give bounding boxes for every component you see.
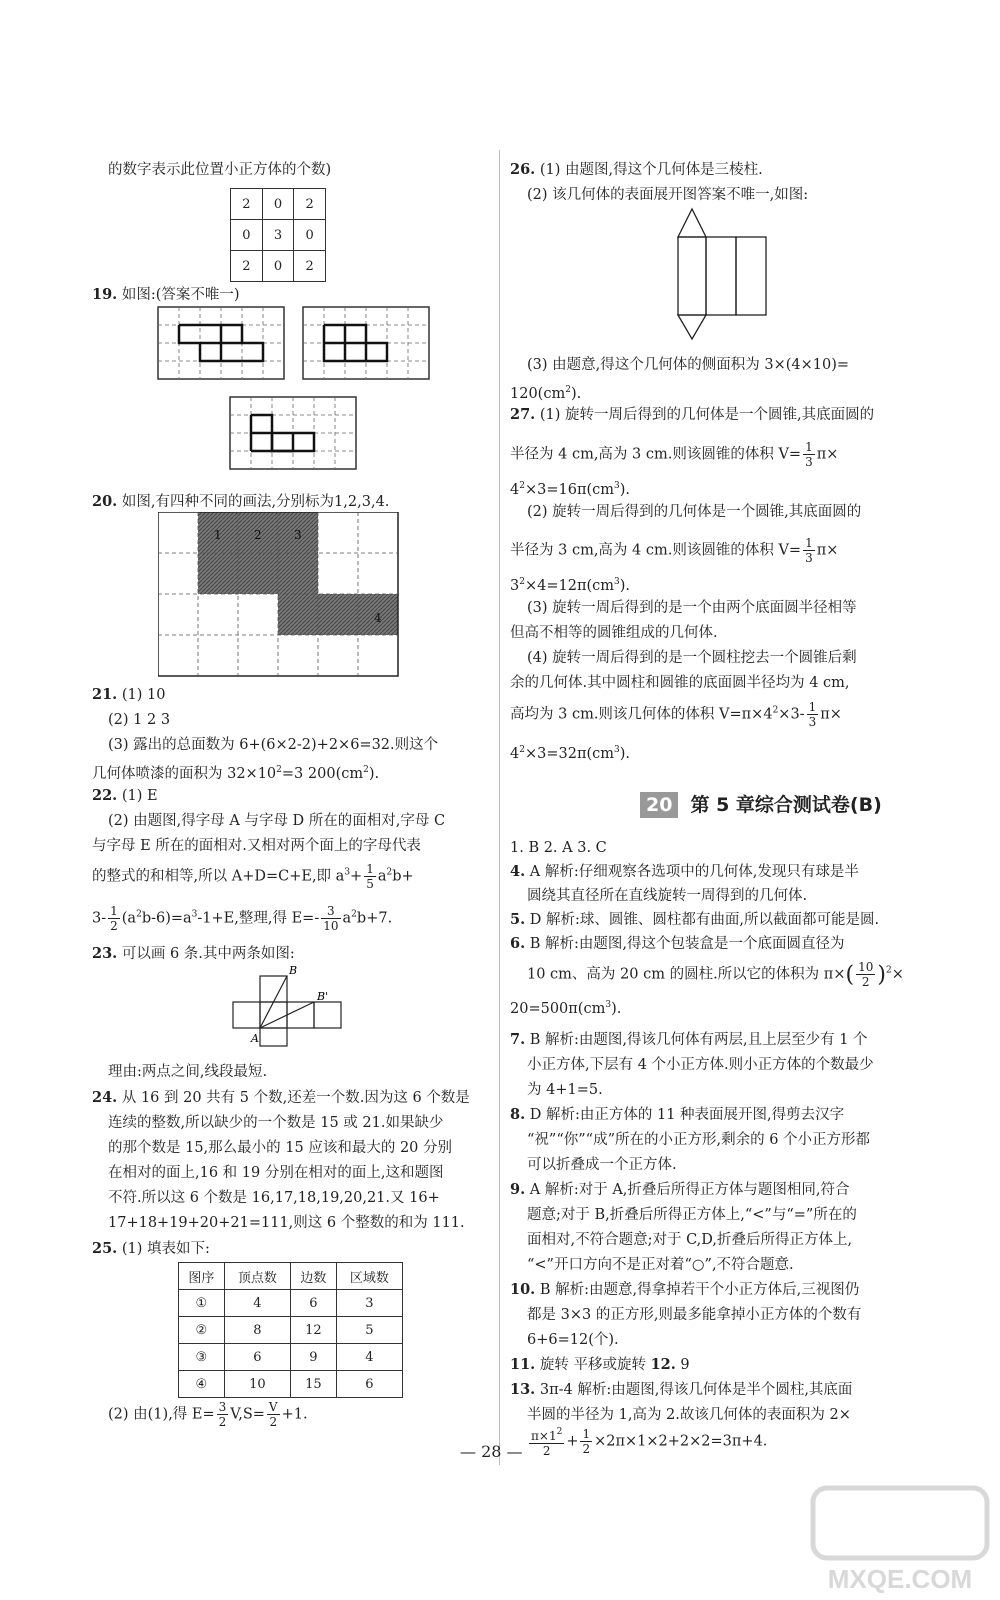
q19 <box>92 285 240 305</box>
table-cell: ③ <box>179 1344 225 1371</box>
answer-13-line2: 半圆的半径为 1,高为 2.故该几何体的表面积为 2× <box>527 1407 851 1423</box>
q19-text: 如图:(答案不唯一) <box>121 287 240 303</box>
table-cell: 10 <box>224 1371 290 1398</box>
answer-9-line4: “<”开口方向不是正对着“○”,不符合题意. <box>527 1257 794 1273</box>
q22-part2: (2) 由题图,得字母 A 与字母 D 所在的面相对,字母 C <box>108 813 446 829</box>
table-cell: 8 <box>224 1317 290 1344</box>
section-badge: 20 <box>640 792 678 818</box>
question-number: 20. <box>92 493 118 510</box>
q25: 25. (1) 填表如下: <box>92 1240 210 1257</box>
svg-text:MXQE.COM: MXQE.COM <box>827 1564 973 1594</box>
q27-b1: (2) 旋转一周后得到的几何体是一个圆锥,其底面圆的 <box>527 504 862 520</box>
q25-part2: (2) 由(1),得 E= $\frac{3}{2}$ V,S= $\frac{V}{2}$ +1. <box>108 1400 308 1429</box>
q23 <box>92 944 295 964</box>
answer-7-line3: 为 4+1=5. <box>527 1082 603 1098</box>
grid-row <box>231 251 326 282</box>
q26-part3: (3) 由题意,得这个几何体的侧面积为 3×(4×10)= <box>527 357 850 373</box>
table-header: 边数 <box>290 1263 336 1290</box>
section-title <box>640 790 882 818</box>
question-number: 24. <box>92 1089 118 1106</box>
question-number: 21. <box>92 686 118 703</box>
answer-7: 7. B 解析:由题图,得该几何体有两层,且上层至少有 1 个 <box>510 1031 868 1048</box>
table-row <box>179 1371 403 1398</box>
q24-line: 在相对的面上,16 和 19 分别在相对的面上,这和题图 <box>108 1165 444 1181</box>
q20-label-1: 1 <box>214 528 222 542</box>
grid-cell: 3 <box>262 220 294 251</box>
answer-6-line2: 10 cm、高为 20 cm 的圆柱.所以它的体积为 π×( $\frac{10}{2}$ )$^2$× <box>527 960 904 989</box>
q27-d1: (4) 旋转一周后得到的是一个圆柱挖去一个圆锥后剩 <box>527 650 857 666</box>
table-cell: 15 <box>290 1371 336 1398</box>
q22-part3: 与字母 E 所在的面相对.又相对两个面上的字母代表 <box>92 838 421 854</box>
table-row <box>179 1290 403 1317</box>
table-cell: 6 <box>290 1290 336 1317</box>
q27-c2: 但高不相等的圆锥组成的几何体. <box>510 625 718 641</box>
q23-label-a: A <box>251 1032 259 1045</box>
q23-text: 可以画 6 条.其中两条如图: <box>121 946 295 962</box>
q23-label-bprime: B' <box>317 990 329 1003</box>
q27: 27. (1) 旋转一周后得到的几何体是一个圆锥,其底面圆的 <box>510 406 875 423</box>
section-title-text: 第 5 章综合测试卷(B) <box>690 794 882 816</box>
q19-figures <box>150 305 450 495</box>
q20-label-3: 3 <box>294 528 302 542</box>
question-number: 25. <box>92 1240 118 1257</box>
grid-cell: 0 <box>294 220 326 251</box>
answer-6-line3: $20=500\pi(cm^3)$. <box>510 1000 622 1017</box>
question-number: 26. <box>510 161 536 178</box>
q20-label-2: 2 <box>254 528 262 542</box>
answer-9-line3: 面相对,不符合题意;对于 C,D,折叠后所得正方体上, <box>527 1232 853 1248</box>
answer-10-line3: 6+6=12(个). <box>527 1332 619 1348</box>
q22-part4: 的整式的和相等,所以 A+D=C+E,即 $a^3+$ $\frac{1}{5}$ $a^2b+$ <box>92 862 414 891</box>
answer-8: 8. D 解析:由正方体的 11 种表面展开图,得剪去汉字 <box>510 1106 845 1123</box>
answer-8-line2: “祝”“你”“成”所在的小正方形,剩余的 6 个小正方形都 <box>527 1132 871 1148</box>
q27-b2: 半径为 3 cm,高为 4 cm.则该圆锥的体积 V= $\frac{1}{3}$ π× <box>510 536 839 565</box>
q25-table <box>178 1262 403 1398</box>
table-cell: 5 <box>336 1317 402 1344</box>
q26-net-figure <box>668 203 778 343</box>
q19-figure-3 <box>230 397 356 469</box>
answer-4-line2: 圆绕其直径所在直线旋转一周得到的几何体. <box>527 888 808 904</box>
grid-cell: 2 <box>294 251 326 282</box>
grid-row <box>231 189 326 220</box>
table-cell: 9 <box>290 1344 336 1371</box>
table-header: 图序 <box>179 1263 225 1290</box>
q21-part4: 几何体喷漆的面积为 $32\times 10^2=3$ $200(cm^2)$. <box>92 765 380 782</box>
answer-10: 10. B 解析:由题意,得拿掉若干个小正方体后,三视图仍 <box>510 1281 860 1298</box>
table-row <box>179 1344 403 1371</box>
answer-5: 5. D 解析:球、圆锥、圆柱都有曲面,所以截面都可能是圆. <box>510 911 880 928</box>
table-cell: ② <box>179 1317 225 1344</box>
answer-8-line3: 可以折叠成一个正方体. <box>527 1157 677 1173</box>
q22-part1: (1) E <box>121 788 158 804</box>
table-header: 区域数 <box>336 1263 402 1290</box>
q26-part4: $120(cm^2)$. <box>510 385 582 402</box>
q27-c1: (3) 旋转一周后得到的是一个由两个底面圆半径相等 <box>527 600 857 616</box>
table-cell: 4 <box>336 1344 402 1371</box>
q19-figure-1 <box>158 307 284 379</box>
q27-d4: $4^2\times 3=32\pi(cm^3)$. <box>510 745 631 762</box>
table-cell: 4 <box>224 1290 290 1317</box>
q27-d2: 余的几何体.其中圆柱和圆锥的底面圆半径均为 4 cm, <box>510 675 850 691</box>
q24: 24. 从 16 到 20 共有 5 个数,还差一个数.因为这 6 个数是 <box>92 1089 470 1106</box>
q18-intro: 的数字表示此位置小正方体的个数) <box>108 162 332 178</box>
grid-cell: 0 <box>262 251 294 282</box>
q26-part2: (2) 该几何体的表面展开图答案不唯一,如图: <box>527 187 809 203</box>
q27-a3: $4^2\times 3=16\pi(cm^3)$. <box>510 481 631 498</box>
table-row <box>179 1317 403 1344</box>
answer-1-3: 1. B 2. A 3. C <box>510 840 607 856</box>
answer-13-line3: $\frac{\pi\times 1^2}{2}$ + $\frac{1}{2}$ ×2π×1×2+2×2=3π+4. <box>531 1427 768 1458</box>
table-cell: ④ <box>179 1371 225 1398</box>
question-number: 23. <box>92 945 118 962</box>
q27-a2: 半径为 4 cm,高为 3 cm.则该圆锥的体积 V= $\frac{1}{3}$ π× <box>510 440 839 469</box>
q24-line: 的那个数是 15,那么最小的 15 应该和最大的 20 分别 <box>108 1140 453 1156</box>
grid-cell: 2 <box>231 189 263 220</box>
page-number: — 28 — <box>460 1442 523 1461</box>
watermark-logo <box>805 1480 995 1595</box>
column-divider <box>499 150 500 1465</box>
grid-row <box>231 220 326 251</box>
grid-cell: 2 <box>294 189 326 220</box>
q24-line: 不符.所以这 6 个数是 16,17,18,19,20,21.又 16+ <box>108 1190 440 1206</box>
q27-b3: $3^2\times 4=12\pi(cm^3)$. <box>510 577 631 594</box>
table-cell: 12 <box>290 1317 336 1344</box>
table-cell: 6 <box>224 1344 290 1371</box>
table-cell: 3 <box>336 1290 402 1317</box>
grid-cell: 0 <box>262 189 294 220</box>
table-header: 顶点数 <box>224 1263 290 1290</box>
table-cell: ① <box>179 1290 225 1317</box>
q22-part5: 3- $\frac{1}{2}$ $(a^2b-6)=a^3-1+E$,整理,得 E=- $\frac{3}{10}$ $a^2b+7$. <box>92 904 393 933</box>
answer-11-12: 11. 旋转 平移或旋转 12. 9 <box>510 1356 690 1373</box>
q24-line: 连续的整数,所以缺少的一个数是 15 或 21.如果缺少 <box>108 1115 444 1131</box>
q22 <box>92 786 158 806</box>
table-cell: 6 <box>336 1371 402 1398</box>
q20-text: 如图,有四种不同的画法,分别标为1,2,3,4. <box>121 494 390 510</box>
q19-figure-2 <box>303 307 429 379</box>
q23-figure <box>225 962 370 1050</box>
q20-figure <box>158 512 403 682</box>
q27-d3: 高均为 3 cm.则该几何体的体积 $V=\pi\times 4^2\times 3-$ $\frac{1}{3}$ π× <box>510 700 842 729</box>
grid-cell: 0 <box>231 220 263 251</box>
answer-9-line2: 题意;对于 B,折叠后所得正方体上,“<”与“=”所在的 <box>527 1207 857 1223</box>
answer-9: 9. A 解析:对于 A,折叠后所得正方体与题图相同,符合 <box>510 1181 850 1198</box>
answer-6: 6. B 解析:由题图,得这个包装盒是一个底面圆直径为 <box>510 935 845 952</box>
q21-part2: (2) 1 2 3 <box>108 712 171 728</box>
q21-part3: (3) 露出的总面数为 6+(6×2-2)+2×6=32.则这个 <box>108 737 439 753</box>
q26: 26. (1) 由题图,得这个几何体是三棱柱. <box>510 161 763 178</box>
question-number: 27. <box>510 406 536 423</box>
grid-cell: 2 <box>231 251 263 282</box>
q20-label-4: 4 <box>374 611 382 625</box>
q23-label-b: B <box>289 964 298 977</box>
answer-4: 4. A 解析:仔细观察各选项中的几何体,发现只有球是半 <box>510 863 859 880</box>
answer-10-line2: 都是 3×3 的正方形,则最多能拿掉小正方体的个数有 <box>527 1307 862 1323</box>
question-number: 22. <box>92 787 118 804</box>
q21-part1: (1) 10 <box>121 687 166 703</box>
q24-line: 17+18+19+20+21=111,则这 6 个整数的和为 111. <box>108 1215 465 1231</box>
answer-7-line2: 小正方体,下层有 4 个小正方体.则小正方体的个数最少 <box>527 1057 874 1073</box>
question-number: 19. <box>92 286 118 303</box>
q21 <box>92 685 165 705</box>
q23-reason: 理由:两点之间,线段最短. <box>108 1064 268 1080</box>
q20 <box>92 492 389 512</box>
answer-13: 13. 3π-4 解析:由题图,得该几何体是半个圆柱,其底面 <box>510 1381 853 1398</box>
q18-grid <box>230 188 326 282</box>
